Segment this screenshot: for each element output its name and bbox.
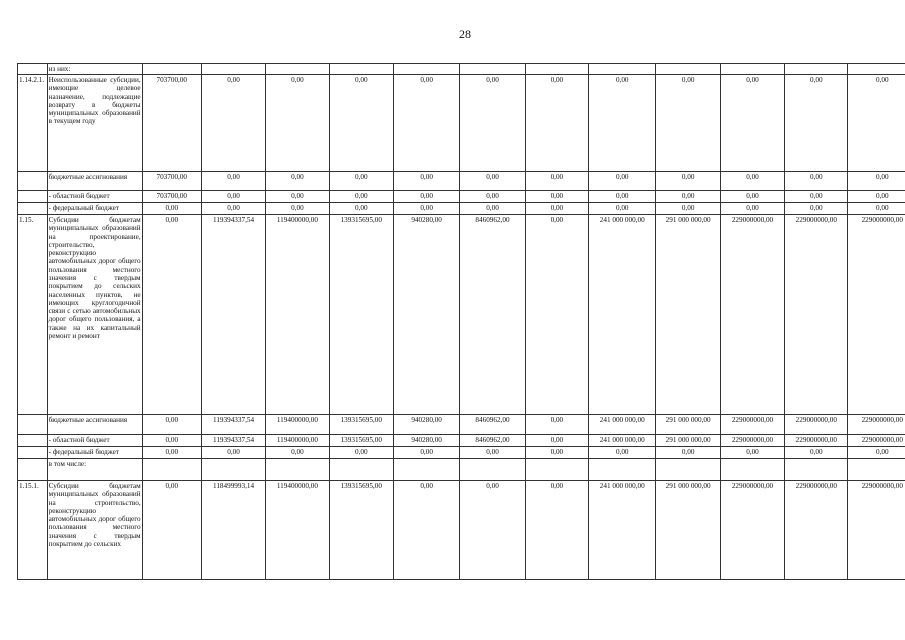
cell-value: 0,00 (785, 203, 848, 215)
cell-value: 229000000,00 (785, 435, 848, 447)
cell-value: 0,00 (393, 75, 459, 172)
cell-value: 241 000 000,00 (589, 415, 656, 435)
cell-value: 703700,00 (142, 172, 201, 191)
cell-value: 8460962,00 (460, 415, 525, 435)
cell-value: 119394337,54 (201, 215, 265, 415)
cell-value (525, 64, 588, 75)
cell-value: 0,00 (329, 172, 393, 191)
row-label: - областной бюджет (47, 191, 142, 203)
row-code: 1.14.2.1. (18, 75, 48, 172)
cell-value: 940280,00 (393, 215, 459, 415)
table-row (18, 447, 905, 459)
table-row (18, 459, 905, 481)
cell-value: 0,00 (201, 75, 265, 172)
cell-value: 0,00 (848, 172, 905, 191)
cell-value: 119394337,54 (201, 415, 265, 435)
cell-value: 703700,00 (142, 75, 201, 172)
cell-value: 119400000,00 (266, 415, 329, 435)
cell-value: 0,00 (266, 172, 329, 191)
cell-value: 940280,00 (393, 435, 459, 447)
row-label: в том числе: (47, 459, 142, 481)
cell-value (589, 64, 656, 75)
cell-value: 0,00 (525, 415, 588, 435)
cell-value (460, 64, 525, 75)
cell-value: 940280,00 (393, 415, 459, 435)
cell-value (201, 64, 265, 75)
row-label: бюджетные ассигнования (47, 172, 142, 191)
table-row (18, 75, 905, 172)
cell-value: 0,00 (142, 215, 201, 415)
cell-value: 0,00 (329, 447, 393, 459)
row-label: - федеральный бюджет (47, 447, 142, 459)
cell-value: 229000000,00 (785, 415, 848, 435)
cell-value: 229000000,00 (848, 435, 905, 447)
cell-value: 139315695,00 (329, 481, 393, 580)
cell-value: 0,00 (589, 191, 656, 203)
cell-value (848, 64, 905, 75)
cell-value: 0,00 (848, 191, 905, 203)
cell-value: 0,00 (393, 447, 459, 459)
budget-table (17, 63, 905, 580)
row-code (18, 435, 48, 447)
table-row (18, 191, 905, 203)
cell-value: 241 000 000,00 (589, 481, 656, 580)
cell-value: 0,00 (142, 435, 201, 447)
cell-value: 0,00 (266, 447, 329, 459)
cell-value: 0,00 (785, 447, 848, 459)
cell-value: 0,00 (142, 415, 201, 435)
cell-value (848, 459, 905, 481)
row-label: из них: (47, 64, 142, 75)
cell-value: 0,00 (201, 447, 265, 459)
cell-value: 291 000 000,00 (656, 215, 720, 415)
cell-value: 0,00 (720, 75, 784, 172)
cell-value: 0,00 (329, 191, 393, 203)
cell-value (720, 64, 784, 75)
table-row (18, 481, 905, 580)
cell-value: 0,00 (525, 447, 588, 459)
cell-value: 291 000 000,00 (656, 435, 720, 447)
cell-value: 119400000,00 (266, 481, 329, 580)
cell-value: 0,00 (460, 75, 525, 172)
cell-value: 229000000,00 (720, 435, 784, 447)
row-label: - федеральный бюджет (47, 203, 142, 215)
cell-value: 0,00 (525, 191, 588, 203)
cell-value: 0,00 (460, 191, 525, 203)
cell-value: 119394337,54 (201, 435, 265, 447)
cell-value: 229000000,00 (785, 215, 848, 415)
table-row (18, 64, 905, 75)
cell-value: 229000000,00 (848, 215, 905, 415)
cell-value: 0,00 (142, 447, 201, 459)
row-code: 1.15. (18, 215, 48, 415)
cell-value (656, 64, 720, 75)
row-code (18, 415, 48, 435)
cell-value: 0,00 (393, 481, 459, 580)
cell-value: 291 000 000,00 (656, 415, 720, 435)
cell-value: 0,00 (393, 203, 459, 215)
cell-value: 229000000,00 (848, 415, 905, 435)
table-row (18, 172, 905, 191)
cell-value: 0,00 (525, 75, 588, 172)
cell-value: 229000000,00 (720, 215, 784, 415)
table-row (18, 435, 905, 447)
table-body (18, 64, 905, 580)
cell-value: 0,00 (656, 191, 720, 203)
cell-value: 0,00 (460, 203, 525, 215)
cell-value (589, 459, 656, 481)
cell-value: 0,00 (656, 75, 720, 172)
cell-value: 8460962,00 (460, 435, 525, 447)
cell-value: 0,00 (720, 191, 784, 203)
cell-value: 0,00 (266, 75, 329, 172)
cell-value: 229000000,00 (720, 415, 784, 435)
page-number: 28 (459, 27, 471, 41)
cell-value: 0,00 (589, 447, 656, 459)
cell-value: 229000000,00 (785, 481, 848, 580)
cell-value (525, 459, 588, 481)
row-code: 1.15.1. (18, 481, 48, 580)
row-code (18, 191, 48, 203)
cell-value: 139315695,00 (329, 415, 393, 435)
cell-value: 0,00 (785, 191, 848, 203)
cell-value: 0,00 (720, 447, 784, 459)
row-label: бюджетные ассигнования (47, 415, 142, 435)
cell-value: 0,00 (525, 172, 588, 191)
cell-value (720, 459, 784, 481)
table-row (18, 415, 905, 435)
cell-value: 703700,00 (142, 191, 201, 203)
table-row (18, 215, 905, 415)
table-row (18, 203, 905, 215)
cell-value: 119400000,00 (266, 435, 329, 447)
cell-value: 0,00 (460, 172, 525, 191)
cell-value: 0,00 (201, 172, 265, 191)
cell-value: 0,00 (393, 172, 459, 191)
row-label: Субсидии бюджетам муниципальных образований на строительство, реконструкцию автомобильных дорог общего пользования местного значения с твердым покрытием до сельских (47, 481, 142, 580)
cell-value: 0,00 (589, 75, 656, 172)
cell-value (142, 459, 201, 481)
cell-value: 0,00 (720, 172, 784, 191)
cell-value: 0,00 (393, 191, 459, 203)
cell-value: 0,00 (589, 172, 656, 191)
cell-value: 0,00 (142, 203, 201, 215)
cell-value (785, 64, 848, 75)
cell-value: 0,00 (266, 203, 329, 215)
cell-value (329, 64, 393, 75)
cell-value: 0,00 (848, 203, 905, 215)
row-label: Неиспользованные субсидии, имеющие целевое назначение, подлежащие возврату в бюджеты муниципальных образований в текущем году (47, 75, 142, 172)
cell-value (266, 459, 329, 481)
cell-value (785, 459, 848, 481)
row-code (18, 447, 48, 459)
cell-value (201, 459, 265, 481)
cell-value: 119400000,00 (266, 215, 329, 415)
cell-value: 118499993,14 (201, 481, 265, 580)
cell-value: 0,00 (525, 481, 588, 580)
cell-value: 0,00 (201, 203, 265, 215)
cell-value: 0,00 (525, 215, 588, 415)
cell-value: 0,00 (142, 481, 201, 580)
cell-value (393, 459, 459, 481)
cell-value: 0,00 (201, 191, 265, 203)
cell-value: 0,00 (525, 203, 588, 215)
cell-value: 0,00 (525, 435, 588, 447)
cell-value: 241 000 000,00 (589, 215, 656, 415)
cell-value (656, 459, 720, 481)
cell-value: 0,00 (460, 447, 525, 459)
cell-value: 0,00 (848, 447, 905, 459)
cell-value: 0,00 (266, 191, 329, 203)
cell-value: 229000000,00 (720, 481, 784, 580)
row-code (18, 459, 48, 481)
cell-value: 0,00 (785, 75, 848, 172)
cell-value: 0,00 (460, 481, 525, 580)
row-label: Субсидии бюджетам муниципальных образований на проектирование, строительство, реконструкцию автомобильных дорог общего пользования местного значения с твердым покрытием до сельских населенных пунктов, не имеющих круглогодичной связи с сетью автомобильных дорог общего пользования, а также на их капитальный ремонт и ремонт (47, 215, 142, 415)
cell-value: 241 000 000,00 (589, 435, 656, 447)
cell-value: 0,00 (589, 203, 656, 215)
cell-value (393, 64, 459, 75)
row-code (18, 203, 48, 215)
cell-value (329, 459, 393, 481)
cell-value: 0,00 (329, 75, 393, 172)
cell-value: 139315695,00 (329, 435, 393, 447)
cell-value: 0,00 (785, 172, 848, 191)
cell-value: 8460962,00 (460, 215, 525, 415)
cell-value: 139315695,00 (329, 215, 393, 415)
cell-value (266, 64, 329, 75)
cell-value: 0,00 (656, 447, 720, 459)
cell-value: 0,00 (656, 203, 720, 215)
cell-value (142, 64, 201, 75)
cell-value: 291 000 000,00 (656, 481, 720, 580)
row-label: - областной бюджет (47, 435, 142, 447)
cell-value: 0,00 (656, 172, 720, 191)
row-code (18, 64, 48, 75)
cell-value (460, 459, 525, 481)
cell-value: 0,00 (329, 203, 393, 215)
cell-value: 0,00 (720, 203, 784, 215)
row-code (18, 172, 48, 191)
cell-value: 229000000,00 (848, 481, 905, 580)
cell-value: 0,00 (848, 75, 905, 172)
